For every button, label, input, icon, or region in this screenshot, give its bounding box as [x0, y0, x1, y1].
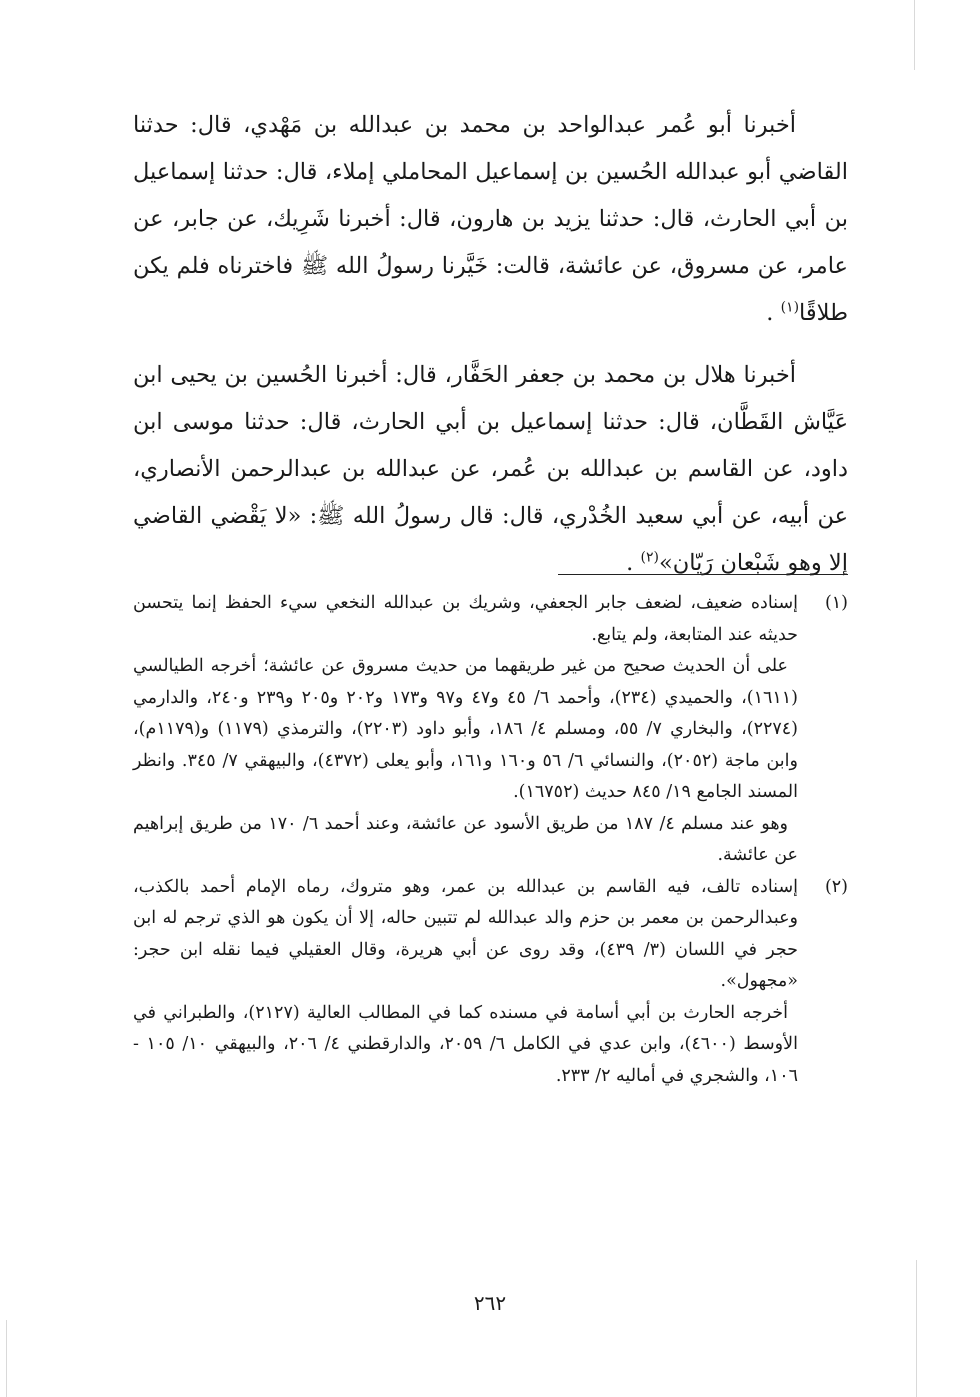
page-number: ٢٦٢	[473, 1291, 507, 1315]
footnote-2	[133, 872, 848, 1093]
footnote-paragraph: وهو عند مسلم ٤/ ١٨٧ من طريق الأسود عن عائشة، وعند أحمد ٦/ ١٧٠ من طريق إبراهيم عن عائشة.	[133, 813, 798, 865]
footnote-1	[133, 588, 848, 872]
footnote-paragraph: إسناده تالف، فيه القاسم بن عبدالله بن عمر، وهو متروك، رماه الإمام أحمد بالكذب، وعبدالرحمن بن معمر بن حزم والد عبدالله لم تتبين حاله، إلا أن يكون هو الذي ترجم له ابن حجر في اللسان (٣/ ٤٣٩)، وقد روى عن أبي هريرة، وقال العقيلي فيما نقله ابن حجر: «مجهول».	[133, 876, 798, 991]
footnote-paragraph: على أن الحديث صحيح من غير طريقهما من حديث مسروق عن عائشة؛ أخرجه الطيالسي (١٦١١)، والحميدي (٢٣٤)، وأحمد ٦/ ٤٥ و٤٧ و٩٧ و١٧٣ و٢٠٢ و٢٠٥ و٢٣٩ و٢٤٠، والدارمي (٢٢٧٤)، والبخاري ٧/ ٥٥، ومسلم ٤/ ١٨٦، وأبو داود (٢٢٠٣)، والترمذي (١١٧٩) و(١١٧٩م)، وابن ماجة (٢٠٥٢)، والنسائي ٦/ ٥٦ و١٦٠ و١٦١، وأبو يعلى (٤٣٧٢)، والبيهقي ٧/ ٣٤٥. وانظر المسند الجامع ١٩/ ٨٤٥ حديث (١٦٧٥٢).	[133, 656, 798, 802]
body-paragraph	[133, 102, 848, 337]
footnote-paragraph: أخرجه الحارث بن أبي أسامة في مسنده كما في المطالب العالية (٢١٢٧)، والطبراني في الأوسط (٤٦٠٠)، وابن عدي في الكامل ٦/ ٢٠٥٩، والدارقطني ٤/ ٢٠٦، والبيهقي ١٠/ ١٠٥ - ١٠٦، والشجري في أماليه ٢/ ٢٣٣.	[133, 1002, 798, 1086]
paragraph-end: .	[626, 550, 641, 576]
footnote-paragraph: إسناده ضعيف، لضعف جابر الجعفي، وشريك بن عبدالله النخعي سيء الحفظ إنما يتحسن حديثه عند المتابعة، ولم يتابع.	[133, 593, 798, 645]
footnote-marker: (٢)	[640, 549, 659, 566]
footnote-marker: (١)	[780, 299, 800, 316]
footnote-number: (٢)	[824, 876, 848, 897]
scan-edge-line	[6, 1320, 7, 1397]
scan-edge-line	[916, 1260, 917, 1397]
paragraph-end: .	[766, 300, 781, 326]
main-text	[133, 102, 848, 587]
footnotes	[133, 588, 848, 1092]
paragraph-text: أخبرنا هلال بن محمد بن جعفر الحَفَّار، قال: أخبرنا الحُسين بن يحيى ابن عَيَّاش القَطَّان، قال: حدثنا إسماعيل بن أبي الحارث، قال: حدثنا موسى ابن داود، عن القاسم بن عبدالله بن عُمر، عن عبدالله بن عبدالرحمن الأنصاري، عن أبيه، عن أبي سعيد الخُدْري، قال: قال رسولُ الله ﷺ: «لا يَقْضي القاضي إلا وهو شَبْعان رَيّان»	[133, 362, 848, 576]
body-paragraph	[133, 352, 848, 587]
scan-edge-line	[914, 0, 915, 70]
footnote-number: (١)	[824, 593, 848, 613]
paragraph-text: أخبرنا أبو عُمر عبدالواحد بن محمد بن عبدالله بن مَهْدي، قال: حدثنا القاضي أبو عبدالله الحُسين بن إسماعيل المحاملي إملاء، قال: حدثنا إسماعيل بن أبي الحارث، قال: حدثنا يزيد بن هارون، قال: أخبرنا شَرِيك، عن جابر، عن عامر، عن مسروق، عن عائشة، قالت: خَيَّرنا رسولُ الله ﷺ فاخترناه فلم يكن طلاقًا	[133, 112, 848, 326]
footnote-divider	[558, 574, 848, 575]
